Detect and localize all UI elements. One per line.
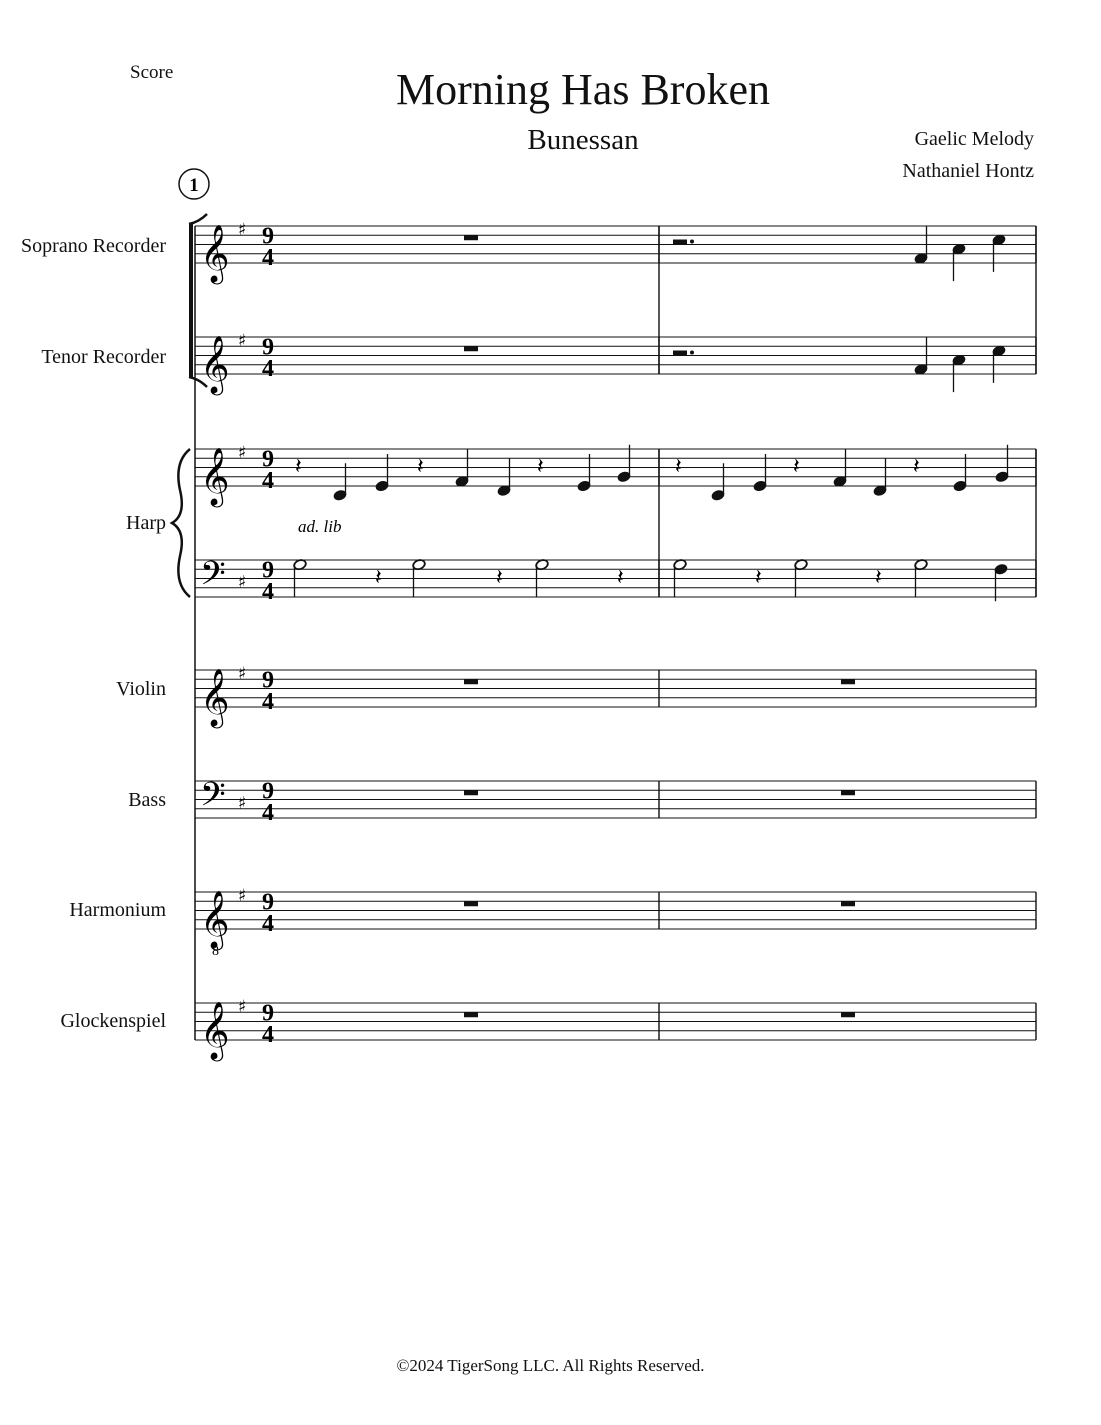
- staff-glockenspiel: [195, 1000, 1036, 1040]
- staff-harp-treble: [195, 446, 1036, 486]
- time-signature-denominator: 4: [262, 356, 274, 382]
- time-signature-denominator: 4: [262, 689, 274, 715]
- rehearsal-mark: [179, 169, 209, 199]
- whole-rest-icon: [464, 790, 478, 795]
- treble-clef-icon: 𝄞: [200, 447, 230, 505]
- quarter-rest-icon: 𝄽: [417, 454, 424, 480]
- page-title: Morning Has Broken: [396, 65, 770, 114]
- quarter-rest-icon: 𝄽: [375, 565, 382, 591]
- whole-rest-icon: [464, 901, 478, 906]
- whole-rest-icon: [841, 901, 855, 906]
- time-signature-numerator: 9: [262, 778, 274, 805]
- quarter-rest-icon: 𝄽: [537, 454, 544, 480]
- key-signature-sharp-icon: ♯: [238, 331, 247, 351]
- key-signature-sharp-icon: ♯: [238, 664, 247, 684]
- time-signature-numerator: 9: [262, 667, 274, 694]
- whole-rest-icon: [841, 1012, 855, 1017]
- whole-rest-icon: [841, 679, 855, 684]
- treble-clef-icon: 𝄞: [200, 890, 230, 948]
- treble-clef-icon: 𝄞: [200, 668, 230, 726]
- time-signature-denominator: 4: [262, 911, 274, 937]
- time-signature-numerator: 9: [262, 1000, 274, 1027]
- whole-rest-icon: [464, 1012, 478, 1017]
- key-signature-sharp-icon: ♯: [238, 793, 247, 814]
- quarter-rest-icon: 𝄽: [295, 454, 302, 480]
- page-subtitle: Bunessan: [527, 124, 639, 156]
- bass-clef-icon: 𝄢: [200, 776, 226, 822]
- instrument-label-soprano-recorder: Soprano Recorder: [21, 235, 166, 257]
- treble-clef-icon: 𝄞: [200, 1001, 230, 1059]
- staff-soprano-recorder: [195, 223, 1036, 263]
- instrument-label-glockenspiel: Glockenspiel: [60, 1010, 166, 1032]
- key-signature-sharp-icon: ♯: [238, 572, 247, 593]
- composer-credit: Gaelic Melody: [914, 128, 1034, 150]
- key-signature-sharp-icon: ♯: [238, 886, 247, 906]
- instrument-label-harp: Harp: [126, 512, 166, 534]
- ad-lib-marking: ad. lib: [298, 517, 342, 536]
- treble-clef-icon: 𝄞: [200, 224, 230, 282]
- harp-brace: [172, 449, 190, 597]
- quarter-rest-icon: 𝄽: [913, 454, 920, 480]
- half-rest-icon: [673, 351, 687, 356]
- svg-text:1: 1: [189, 175, 199, 196]
- quarter-rest-icon: 𝄽: [755, 565, 762, 591]
- key-signature-sharp-icon: ♯: [238, 997, 247, 1017]
- quarter-rest-icon: 𝄽: [875, 565, 882, 591]
- time-signature-numerator: 9: [262, 446, 274, 473]
- whole-rest-icon: [464, 346, 478, 351]
- treble-clef-icon: 𝄞: [200, 335, 230, 393]
- time-signature-numerator: 9: [262, 223, 274, 250]
- time-signature-denominator: 4: [262, 579, 274, 605]
- staff-tenor-recorder: [195, 334, 1036, 374]
- quarter-rest-icon: 𝄽: [617, 565, 624, 591]
- time-signature-denominator: 4: [262, 245, 274, 271]
- quarter-rest-icon: 𝄽: [793, 454, 800, 480]
- half-rest-icon: [673, 240, 687, 245]
- instrument-label-tenor-recorder: Tenor Recorder: [41, 346, 166, 368]
- staff-harp-bass: [195, 557, 1036, 597]
- arranger-credit: Nathaniel Hontz: [902, 160, 1034, 182]
- whole-rest-icon: [464, 235, 478, 240]
- key-signature-sharp-icon: ♯: [238, 443, 247, 463]
- instrument-label-violin: Violin: [116, 678, 166, 700]
- quarter-rest-icon: 𝄽: [675, 454, 682, 480]
- bass-clef-icon: 𝄢: [200, 555, 226, 601]
- copyright-footer: ©2024 TigerSong LLC. All Rights Reserved.: [396, 1356, 705, 1375]
- time-signature-numerator: 9: [262, 334, 274, 361]
- score-label: Score: [130, 62, 174, 83]
- instrument-label-harmonium: Harmonium: [69, 899, 166, 921]
- octave-mark: 8: [212, 944, 219, 959]
- whole-rest-icon: [464, 679, 478, 684]
- time-signature-numerator: 9: [262, 557, 274, 584]
- time-signature-numerator: 9: [262, 889, 274, 916]
- whole-rest-icon: [841, 790, 855, 795]
- staff-violin: [195, 667, 1036, 707]
- quarter-rest-icon: 𝄽: [496, 565, 503, 591]
- staff-bass: [195, 778, 1036, 818]
- key-signature-sharp-icon: ♯: [238, 220, 247, 240]
- instrument-label-bass: Bass: [128, 789, 166, 811]
- staff-harmonium: [195, 889, 1036, 929]
- time-signature-denominator: 4: [262, 800, 274, 826]
- time-signature-denominator: 4: [262, 468, 274, 494]
- time-signature-denominator: 4: [262, 1022, 274, 1048]
